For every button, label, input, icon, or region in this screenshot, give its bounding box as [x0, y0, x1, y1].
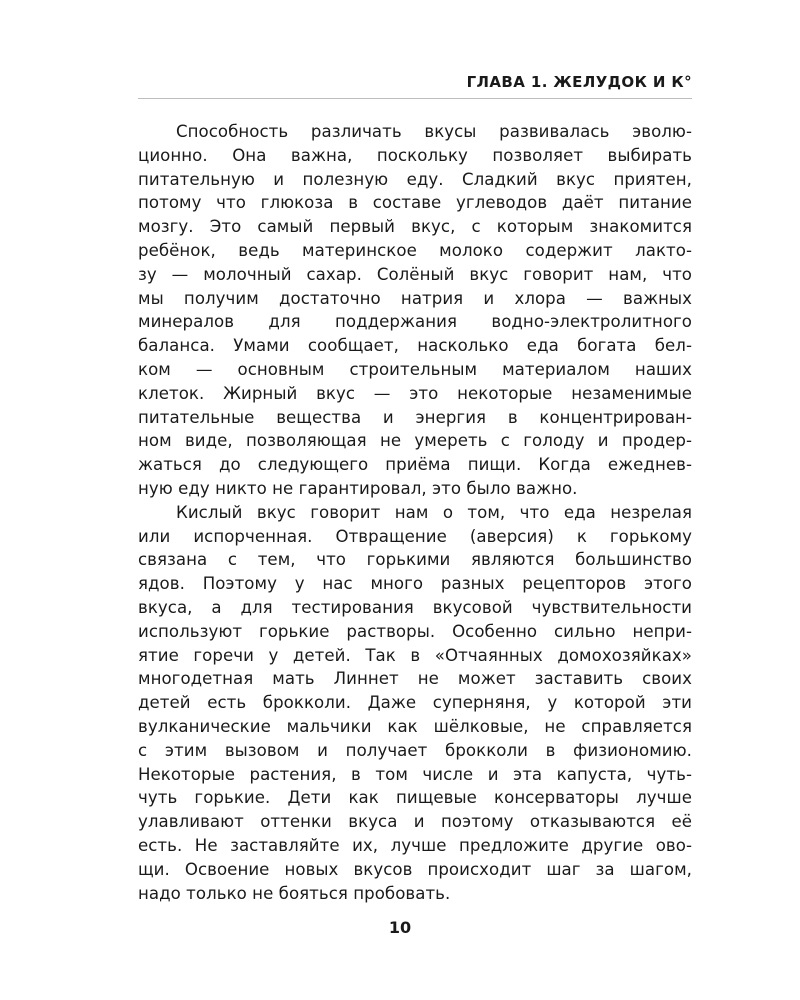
text-line: ком — основным строительным материалом наших — [138, 359, 692, 379]
text-line: детей есть брокколи. Даже суперняня, у которой эти — [138, 693, 692, 713]
text-line: связана с тем, что горькими являются большинство — [138, 550, 692, 570]
text-line: используют горькие растворы. Особенно сильно непри- — [138, 621, 692, 641]
paragraph — [138, 501, 692, 906]
text-line: вкуса, а для тестирования вкусовой чувствительности — [138, 597, 692, 617]
text-line: чуть горькие. Дети как пищевые консерваторы лучше — [138, 788, 692, 808]
text-line: жаться до следующего приёма пищи. Когда ежеднев- — [138, 455, 692, 475]
text-line: ную еду никто не гарантировал, это было важно. — [138, 478, 578, 498]
text-line: ятие горечи у детей. Так в «Отчаянных домохозяйках» — [138, 645, 692, 665]
text-line: или испорченная. Отвращение (аверсия) к горькому — [138, 526, 692, 546]
text-line: питательную и полезную еду. Сладкий вкус приятен, — [138, 169, 692, 189]
text-line: с этим вызовом и получает брокколи в физиономию. — [138, 740, 692, 760]
paragraph — [138, 120, 692, 501]
page-number: 10 — [388, 918, 412, 937]
running-header — [138, 72, 692, 99]
text-line: Способность различать вкусы развивалась эволю- — [176, 122, 692, 141]
text-line: вулканические мальчики как шёлковые, не справляется — [138, 716, 692, 736]
text-line: мы получим достаточно натрия и хлора — важных — [138, 288, 692, 308]
text-line: Некоторые растения, в том числе и эта капуста, чуть- — [138, 764, 692, 784]
text-line: питательные вещества и энергия в концентрирован- — [138, 407, 692, 427]
text-line: ном виде, позволяющая не умереть с голоду и продер- — [138, 431, 692, 451]
text-line: многодетная мать Линнет не может заставить своих — [138, 669, 692, 689]
text-line: потому что глюкоза в составе углеводов даёт питание — [138, 193, 692, 213]
text-line: клеток. Жирный вкус — это некоторые незаменимые — [138, 383, 692, 403]
chapter-title: ГЛАВА 1. ЖЕЛУДОК И К° — [466, 73, 692, 91]
text-line: баланса. Умами сообщает, насколько еда богата бел- — [138, 336, 692, 356]
text-line: улавливают оттенки вкуса и поэтому отказываются её — [138, 812, 692, 832]
text-line: щи. Освоение новых вкусов происходит шаг за шагом, — [138, 859, 692, 879]
text-line: ционно. Она важна, поскольку позволяет выбирать — [138, 145, 692, 165]
text-line: ядов. Поэтому у нас много разных рецепторов этого — [138, 574, 692, 594]
text-line: есть. Не заставляйте их, лучше предложите другие ово- — [138, 835, 692, 855]
text-line: зу — молочный сахар. Солёный вкус говорит нам, что — [138, 264, 692, 284]
text-line: Кислый вкус говорит нам о том, что еда незрелая — [176, 502, 692, 522]
text-line: надо только не бояться пробовать. — [138, 883, 451, 903]
text-line: ребёнок, ведь материнское молоко содержит лакто- — [138, 240, 692, 260]
text-line: минералов для поддержания водно-электролитного — [138, 312, 692, 332]
text-line: мозгу. Это самый первый вкус, с которым знакомится — [138, 217, 692, 237]
body-text — [138, 120, 692, 905]
